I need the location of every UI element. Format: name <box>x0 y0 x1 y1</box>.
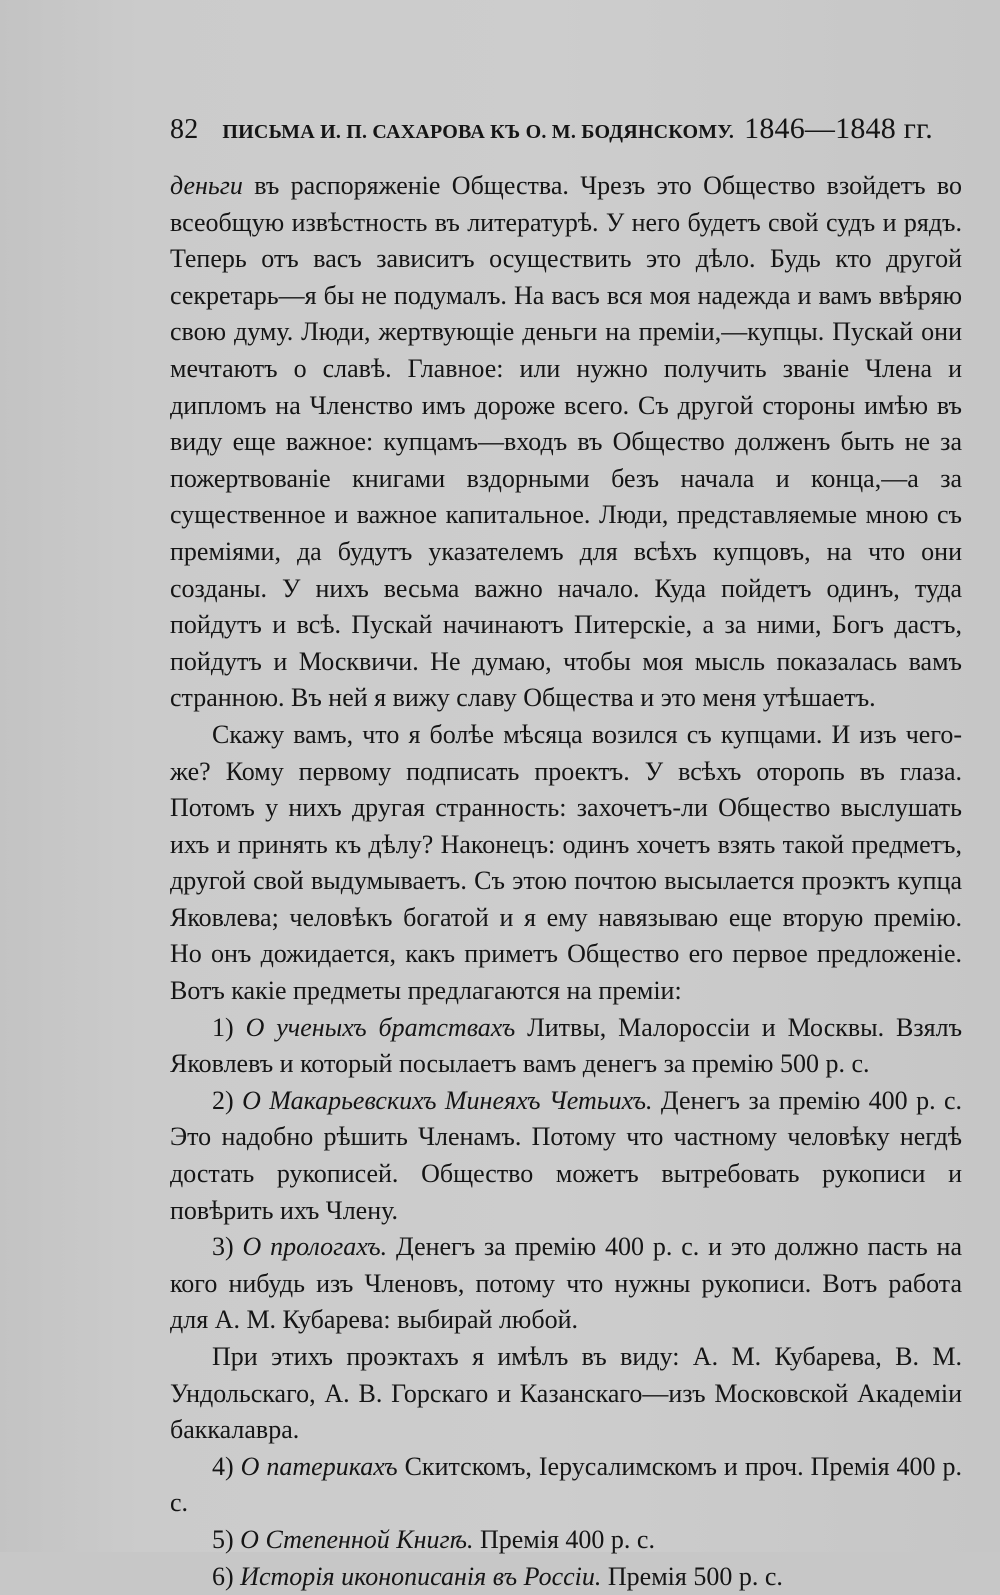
paragraph-1 <box>170 168 962 717</box>
item-title: О патерикахъ <box>240 1451 398 1481</box>
paragraph-1-text: въ распоряженіе Общества. Чрезъ это Общество взойдетъ во всеобщую извѣстность въ литературѣ. У него будетъ свой судъ и рядъ. Теперь отъ васъ зависитъ осуществить это дѣло. Будь кто другой секретарь—я бы не подумалъ. На васъ вся моя надежда и вамъ ввѣряю свою думу. Люди, жертвующіе деньги на преміи,—купцы. Пускай они мечтаютъ о славѣ. Главное: или нужно получить званіе Члена и дипломъ на Членство имъ дороже всего. Съ другой стороны имѣю въ виду еще важное: купцамъ—входъ въ Общество долженъ быть не за пожертвованіе книгами вздорными безъ начала и конца,—а за существенное и важное капитальное. Люди, представляемые мною съ преміями, да будутъ указателемъ для всѣхъ купцовъ, на что они созданы. У нихъ весьма важно начало. Куда пойдетъ одинъ, туда пойдутъ и всѣ. Пускай начинаютъ Питерскіе, а за ними, Богъ дастъ, пойдутъ и Москвичи. Не думаю, чтобы моя мысль показалась вамъ странною. Въ ней я вижу славу Общества и это меня утѣшаетъ. <box>170 171 962 713</box>
item-number: 4) <box>212 1451 234 1481</box>
item-text: Денегъ за премію 400 р. с. Это надобно рѣшить Членамъ. Потому что частному человѣку негдѣ достать рукописей. Общество можетъ вытребовать рукописи и повѣрить ихъ Члену. <box>170 1085 963 1225</box>
running-title: ПИСЬМА И. П. САХАРОВА КЪ О. М. БОДЯНСКОМУ. <box>222 121 735 143</box>
prize-item-4 <box>170 1449 962 1522</box>
item-text: Скитскомъ, Іерусалимскомъ и проч. Премія 400 р. с. <box>170 1451 963 1518</box>
item-title: Исторія иконописанія въ Россіи. <box>240 1561 602 1591</box>
item-text: Денегъ за премію 400 р. с. и это должно пасть на кого нибудь изъ Членовъ, потому что нужны рукописи. Вотъ работа для А. М. Кубарева: выбирай любой. <box>170 1232 962 1335</box>
prize-item-2 <box>170 1083 962 1229</box>
page-number: 82 <box>170 114 199 145</box>
item-title: О Макарьевскихъ Минеяхъ Четьихъ. <box>242 1085 653 1115</box>
prize-item-3 <box>170 1229 962 1339</box>
paragraph-2: Скажу вамъ, что я болѣе мѣсяца возился съ купцами. И изъ чего-же? Кому первому подписать проектъ. У всѣхъ оторопь въ глаза. Потомъ у нихъ другая странность: захочетъ-ли Общество выслушать ихъ и принять къ дѣлу? Наконецъ: одинъ хочетъ взять такой предметъ, другой свой выдумываетъ. Съ этою почтою высылается проэктъ купца Яковлева; человѣкъ богатой и я ему навязываю еще вторую премію. Но онъ дожидается, какъ приметъ Общество его первое предложеніе. Вотъ какіе предметы предлагаются на преміи: <box>170 719 962 1006</box>
item-text: Литвы, Малороссіи и Москвы. Взялъ Яковлевъ и который посылаетъ вамъ денегъ за премію 500 р. с. <box>170 1012 963 1079</box>
item-number: 3) <box>212 1232 234 1262</box>
item-number: 2) <box>212 1085 234 1115</box>
item-title: О ученыхъ братствахъ <box>245 1012 516 1042</box>
item-text: Премія 500 р. с. <box>601 1561 783 1591</box>
item-number: 1) <box>212 1012 234 1042</box>
prize-item-5 <box>170 1522 962 1559</box>
item-number: 6) <box>212 1561 234 1591</box>
prize-item-1 <box>170 1010 962 1083</box>
body-text <box>170 168 962 1595</box>
running-years: 1846—1848 гг. <box>744 112 933 145</box>
running-head <box>170 112 962 146</box>
item-title: О Степенной Книгѣ. <box>240 1524 474 1554</box>
paragraph-after-items: При этихъ проэктахъ я имѣлъ въ виду: А. М. Кубарева, В. М. Ундольскаго, А. В. Горскаго и Казанскаго—изъ Московской Академіи баккалавра. <box>170 1342 962 1445</box>
item-number: 5) <box>212 1524 234 1554</box>
item-text: Премія 400 р. с. <box>473 1524 655 1554</box>
item-title: О прологахъ. <box>242 1232 388 1262</box>
italic-word: деньги <box>170 171 243 200</box>
prize-item-6 <box>170 1559 962 1595</box>
